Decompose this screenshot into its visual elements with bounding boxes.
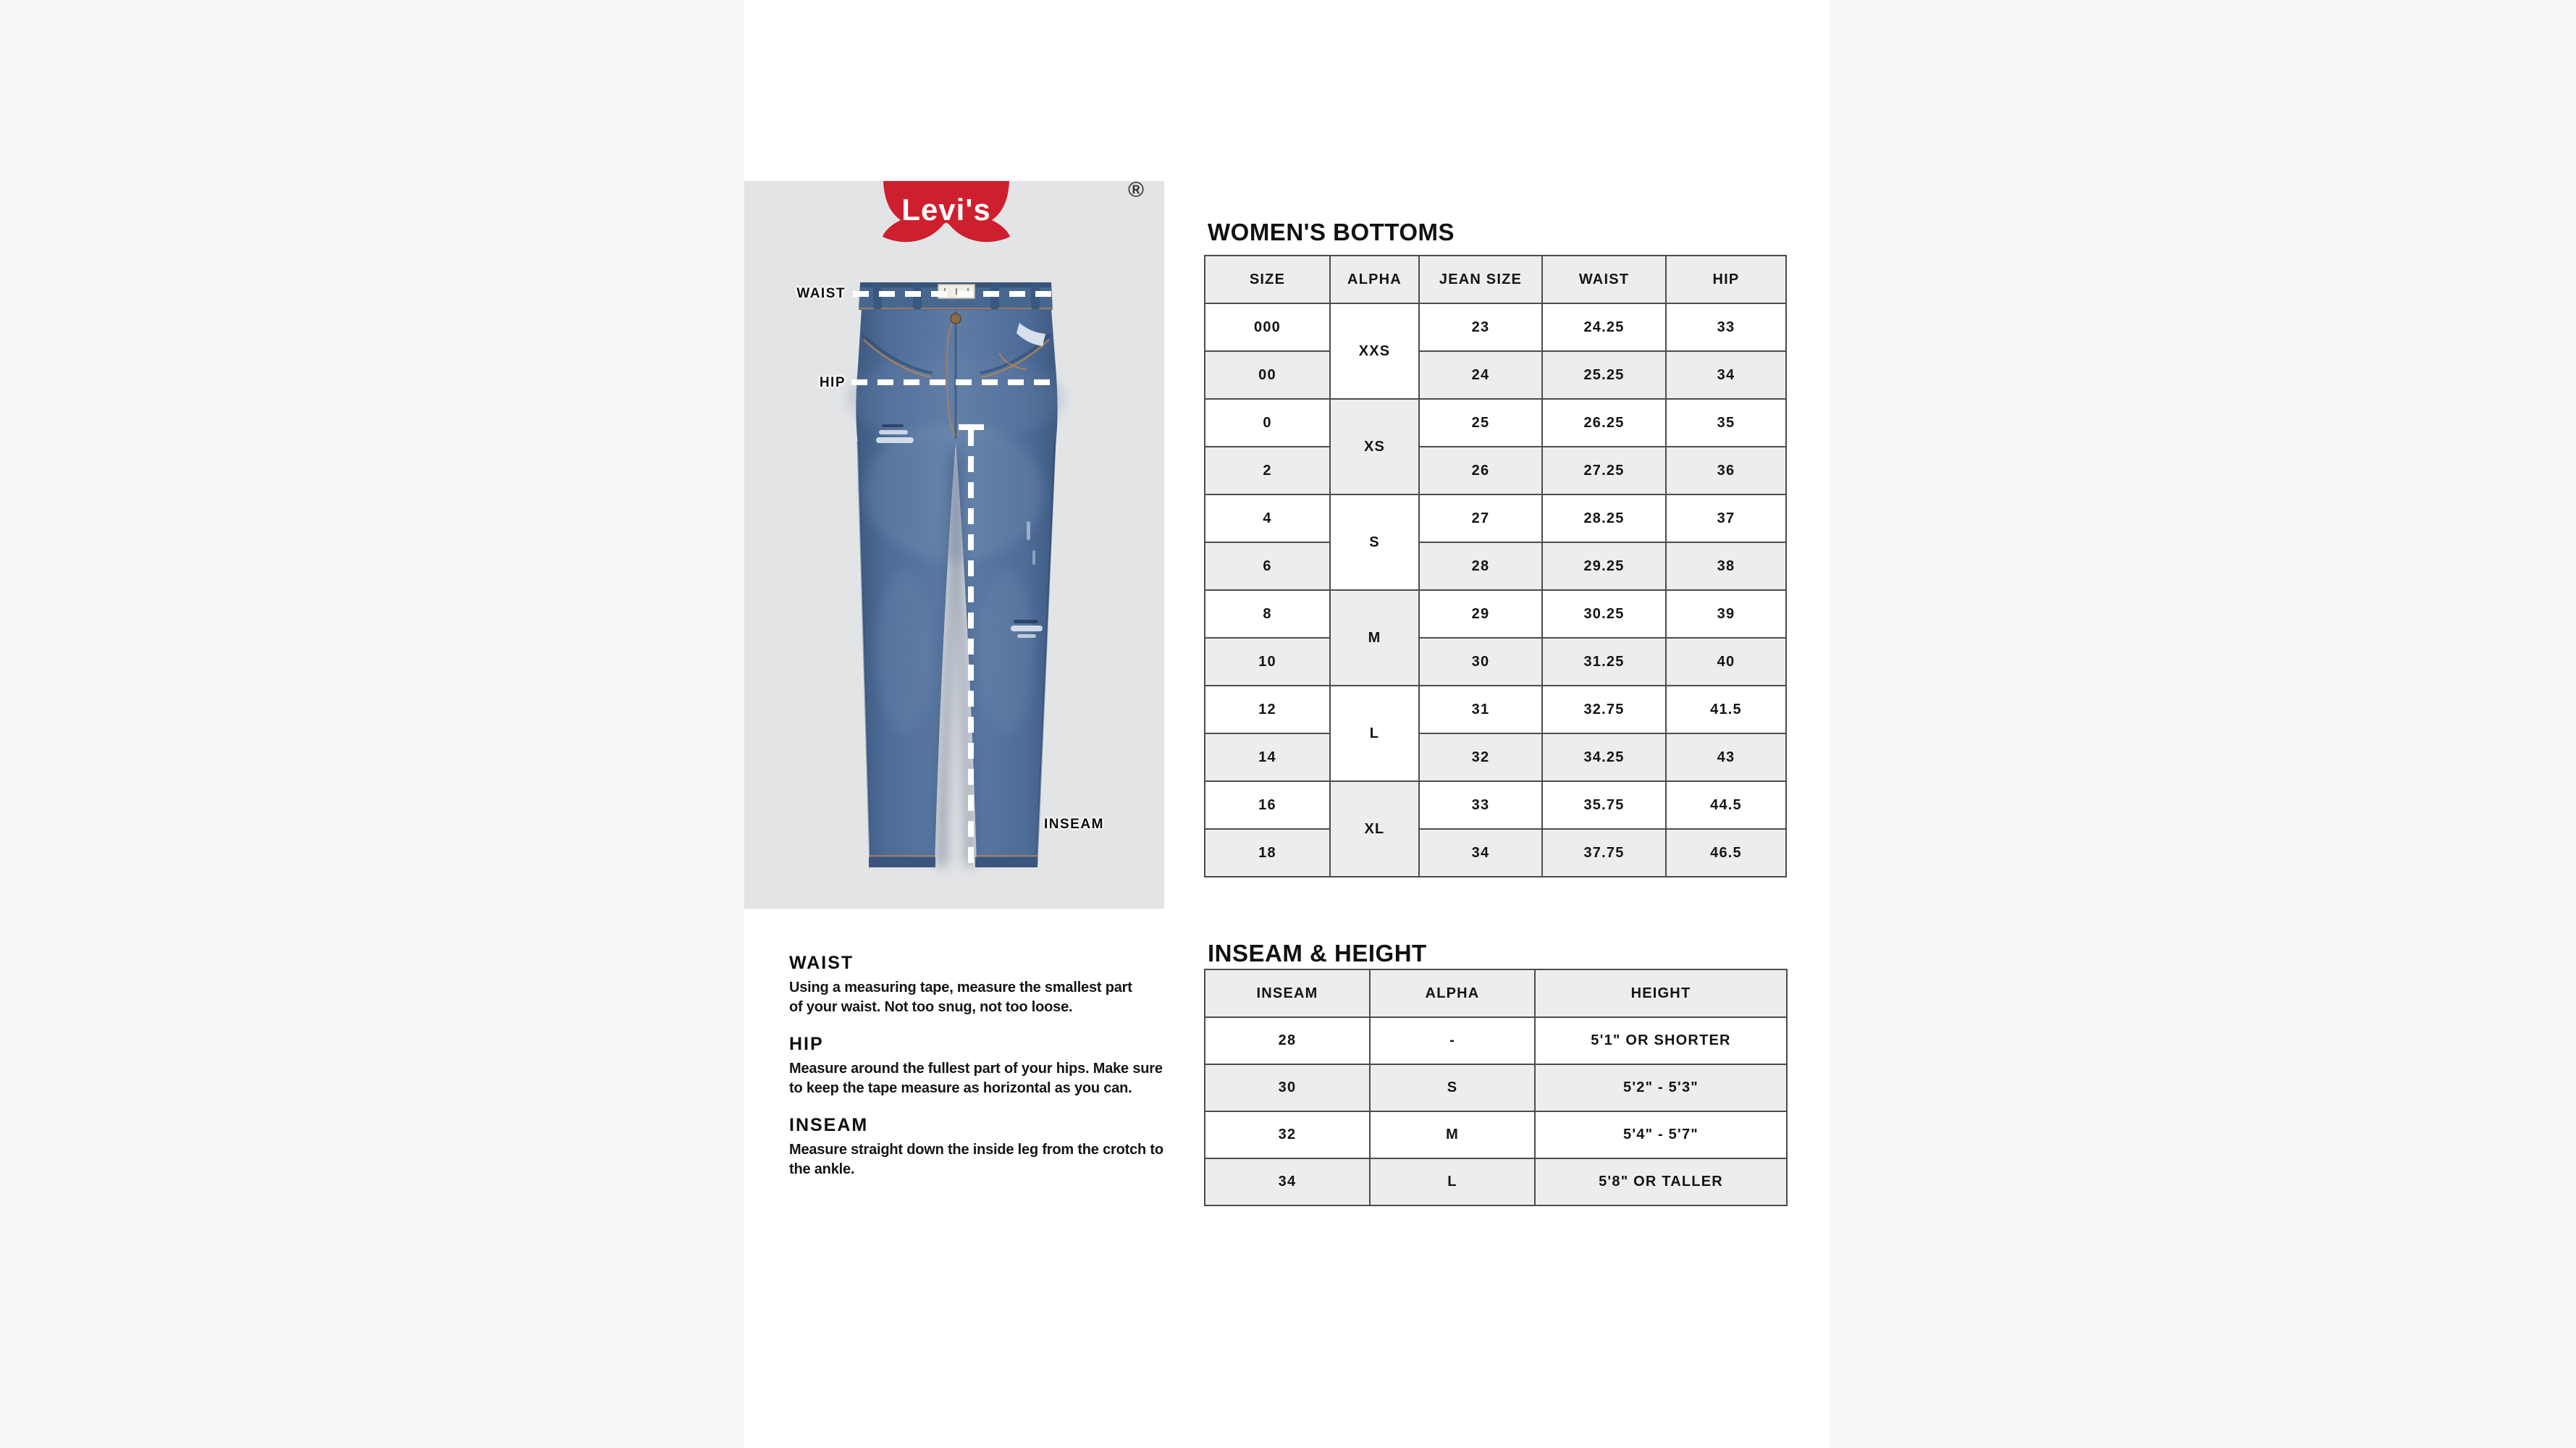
waist-cell: 28.25 xyxy=(1542,494,1666,542)
hip-cell: 41.5 xyxy=(1666,686,1786,733)
table-row xyxy=(1205,638,1786,686)
column-header: JEAN SIZE xyxy=(1419,256,1542,303)
hip-cell: 38 xyxy=(1666,542,1786,590)
alpha-group-cell: M xyxy=(1330,590,1419,686)
table-row xyxy=(1205,1064,1787,1111)
waist-cell: 25.25 xyxy=(1542,351,1666,399)
jean-size-cell: 28 xyxy=(1419,542,1542,590)
size-cell: 14 xyxy=(1205,733,1330,781)
inseam-guide-group xyxy=(789,1115,1195,1179)
hip-cell: 33 xyxy=(1666,303,1786,351)
product-image xyxy=(744,0,1830,1448)
alpha-group-cell: XXS xyxy=(1330,303,1419,399)
inseam-cell: 28 xyxy=(1205,1017,1370,1064)
alpha-group-cell: XS xyxy=(1330,399,1419,494)
jean-size-cell: 29 xyxy=(1419,590,1542,638)
column-header: HEIGHT xyxy=(1535,969,1787,1017)
inseam-guide-text-line: the ankle. xyxy=(789,1161,855,1177)
hip-cell: 36 xyxy=(1666,447,1786,494)
size-cell: 00 xyxy=(1205,351,1330,399)
hip-guide-title: HIP xyxy=(789,1034,824,1054)
size-cell: 0 xyxy=(1205,399,1330,447)
size-cell: 8 xyxy=(1205,590,1330,638)
waist-cell: 29.25 xyxy=(1542,542,1666,590)
size-cell: 2 xyxy=(1205,447,1330,494)
table-row xyxy=(1205,303,1786,351)
table-row xyxy=(1205,781,1786,829)
height-cell: 5'4" - 5'7" xyxy=(1535,1111,1787,1158)
jean-size-cell: 26 xyxy=(1419,447,1542,494)
hip-cell: 43 xyxy=(1666,733,1786,781)
waist-cell: 30.25 xyxy=(1542,590,1666,638)
hip-cell: 39 xyxy=(1666,590,1786,638)
registered-trademark-icon: ® xyxy=(1128,178,1145,202)
jean-size-cell: 32 xyxy=(1419,733,1542,781)
table-row xyxy=(1205,829,1786,877)
alpha-cell: M xyxy=(1370,1111,1535,1158)
size-cell: 18 xyxy=(1205,829,1330,877)
table-row xyxy=(1205,686,1786,733)
jean-size-cell: 24 xyxy=(1419,351,1542,399)
waist-cell: 27.25 xyxy=(1542,447,1666,494)
hip-cell: 46.5 xyxy=(1666,829,1786,877)
table-row xyxy=(1205,494,1786,542)
waist-cell: 34.25 xyxy=(1542,733,1666,781)
size-cell: 10 xyxy=(1205,638,1330,686)
figure-waist-label: WAIST xyxy=(796,286,846,301)
table-row xyxy=(1205,1111,1787,1158)
table-row xyxy=(1205,542,1786,590)
size-cell: 6 xyxy=(1205,542,1330,590)
jean-size-cell: 34 xyxy=(1419,829,1542,877)
hip-cell: 40 xyxy=(1666,638,1786,686)
table-row xyxy=(1205,1017,1787,1064)
figure-hip-label: HIP xyxy=(819,375,846,390)
size-cell: 4 xyxy=(1205,494,1330,542)
jean-size-cell: 30 xyxy=(1419,638,1542,686)
table-row xyxy=(1205,590,1786,638)
inseam-guide-text-line: Measure straight down the inside leg from the crotch to xyxy=(789,1142,1163,1158)
inseam-cell: 34 xyxy=(1205,1158,1370,1205)
waist-guide-text-line: Using a measuring tape, measure the smallest part xyxy=(789,980,1132,996)
size-cell: 12 xyxy=(1205,686,1330,733)
table-row xyxy=(1205,733,1786,781)
alpha-cell: - xyxy=(1370,1017,1535,1064)
table-row xyxy=(1205,351,1786,399)
hip-cell: 37 xyxy=(1666,494,1786,542)
table-row xyxy=(1205,1158,1787,1205)
height-cell: 5'1" OR SHORTER xyxy=(1535,1017,1787,1064)
levis-logo xyxy=(882,178,1145,245)
womens-bottoms-header-row xyxy=(1205,256,1786,303)
height-cell: 5'8" OR TALLER xyxy=(1535,1158,1787,1205)
measuring-guide xyxy=(789,953,1195,1196)
waist-cell: 32.75 xyxy=(1542,686,1666,733)
jean-size-cell: 25 xyxy=(1419,399,1542,447)
alpha-group-cell: S xyxy=(1330,494,1419,590)
hip-cell: 35 xyxy=(1666,399,1786,447)
waist-cell: 35.75 xyxy=(1542,781,1666,829)
height-cell: 5'2" - 5'3" xyxy=(1535,1064,1787,1111)
waist-guide-text-line: of your waist. Not too snug, not too loose. xyxy=(789,999,1073,1015)
column-header: ALPHA xyxy=(1370,969,1535,1017)
jean-size-cell: 33 xyxy=(1419,781,1542,829)
column-header: WAIST xyxy=(1542,256,1666,303)
hip-cell: 34 xyxy=(1666,351,1786,399)
alpha-group-cell: L xyxy=(1330,686,1419,781)
inseam-height-table xyxy=(1204,969,1788,1206)
inseam-cell: 30 xyxy=(1205,1064,1370,1111)
inseam-height-title: INSEAM & HEIGHT xyxy=(1208,940,1427,967)
inseam-cell: 32 xyxy=(1205,1111,1370,1158)
alpha-cell: S xyxy=(1370,1064,1535,1111)
alpha-cell: L xyxy=(1370,1158,1535,1205)
hip-guide-text-line: to keep the tape measure as horizontal as you can. xyxy=(789,1080,1132,1096)
alpha-group-cell: XL xyxy=(1330,781,1419,877)
waist-cell: 24.25 xyxy=(1542,303,1666,351)
waist-cell: 37.75 xyxy=(1542,829,1666,877)
womens-bottoms-table xyxy=(1204,255,1787,877)
column-header: ALPHA xyxy=(1330,256,1419,303)
levis-logo-text: Levi's xyxy=(901,193,991,227)
waist-cell: 26.25 xyxy=(1542,399,1666,447)
jean-size-cell: 23 xyxy=(1419,303,1542,351)
inseam-guide-title: INSEAM xyxy=(789,1115,869,1135)
column-header: SIZE xyxy=(1205,256,1330,303)
jean-size-cell: 31 xyxy=(1419,686,1542,733)
column-header: HIP xyxy=(1666,256,1786,303)
figure-inseam-label: INSEAM xyxy=(1044,817,1104,832)
table-row xyxy=(1205,447,1786,494)
size-cell: 16 xyxy=(1205,781,1330,829)
waist-guide-title: WAIST xyxy=(789,953,854,973)
column-header: INSEAM xyxy=(1205,969,1370,1017)
table-row xyxy=(1205,399,1786,447)
jean-size-cell: 27 xyxy=(1419,494,1542,542)
womens-bottoms-title: WOMEN'S BOTTOMS xyxy=(1208,219,1455,245)
jeans-figure-panel xyxy=(744,178,1164,909)
waist-cell: 31.25 xyxy=(1542,638,1666,686)
size-cell: 000 xyxy=(1205,303,1330,351)
waist-guide-group xyxy=(789,953,1195,1017)
hip-cell: 44.5 xyxy=(1666,781,1786,829)
hip-guide-text-line: Measure around the fullest part of your hips. Make sure xyxy=(789,1061,1163,1077)
inseam-height-header-row xyxy=(1205,969,1787,1017)
hip-guide-group xyxy=(789,1034,1195,1098)
